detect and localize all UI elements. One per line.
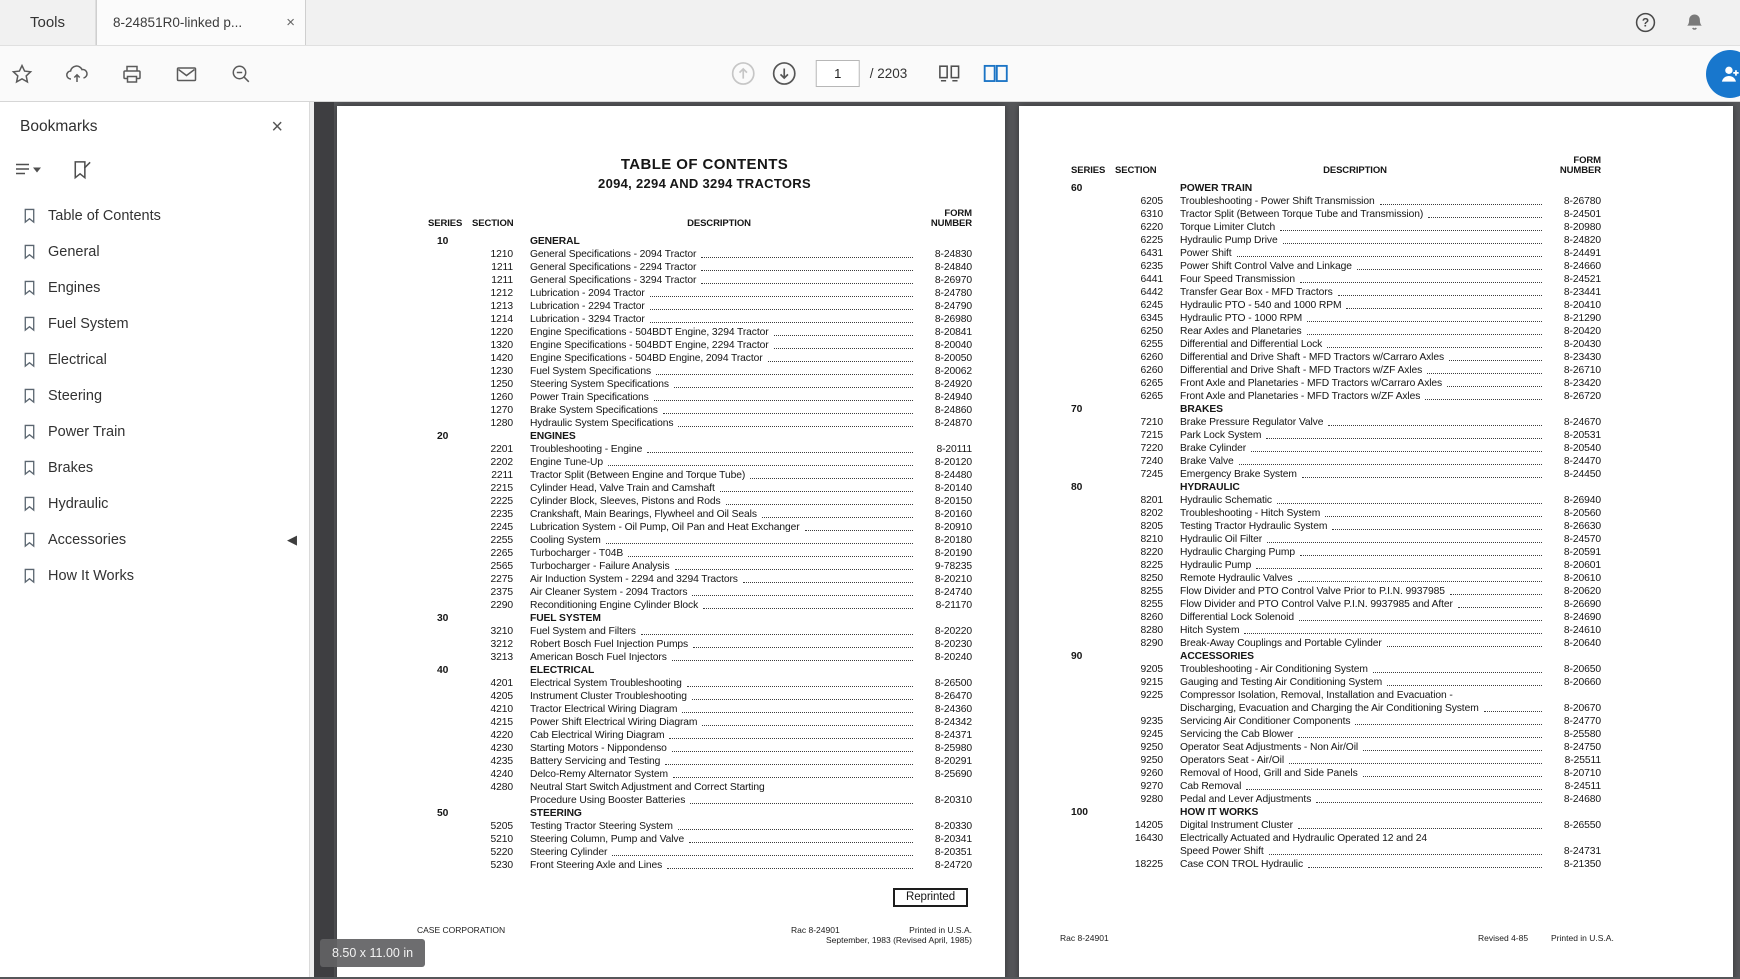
toc-row: 5210 Steering Column, Pump and Valve 8-20341 (490, 834, 972, 845)
toc-row: 2235 Crankshaft, Main Bearings, Flywheel and Oil Seals 8-20160 (490, 509, 972, 520)
toc-row: 7215 Park Lock System 8-20531 (1140, 430, 1601, 441)
toc-row: 7210 Brake Pressure Regulator Valve 8-24670 (1140, 417, 1601, 428)
toc-row: 6260 Differential and Drive Shaft - MFD Tractors w/ZF Axles 8-26710 (1140, 365, 1601, 376)
toc-section-heading: 80 HYDRAULIC (1071, 482, 1240, 493)
toc-row: 4280 Neutral Start Switch Adjustment and Correct Starting (490, 782, 765, 793)
bookmark-label: Accessories (48, 532, 127, 548)
toc-row: 8210 Hydraulic Oil Filter 8-24570 (1140, 534, 1601, 545)
document-view (334, 102, 1740, 977)
bookmark-icon (22, 460, 37, 476)
toc-title: TABLE OF CONTENTS (620, 156, 789, 173)
bookmark-label: Hydraulic (48, 496, 109, 512)
toc-row: 2255 Cooling System 8-20180 (490, 535, 972, 546)
toc-row: 2201 Troubleshooting - Engine 8-20111 (490, 444, 972, 455)
toc-row: 6265 Front Axle and Planetaries - MFD Tractors w/ZF Axles 8-26720 (1140, 391, 1601, 402)
page-number-input[interactable] (816, 60, 860, 87)
toc-row: 6255 Differential and Differential Lock 8-20430 (1140, 339, 1601, 350)
toc-row: 4205 Instrument Cluster Troubleshooting 8-26470 (490, 691, 972, 702)
page-thumbnails-icon[interactable] (935, 61, 962, 87)
tab-tools[interactable] (0, 0, 96, 45)
window-tab-bar (0, 0, 1740, 46)
toc-title-block (337, 106, 1005, 191)
toc-row: 3210 Fuel System and Filters 8-20220 (490, 626, 972, 637)
toc-row: 6235 Power Shift Control Valve and Linkage 8-24660 (1140, 261, 1601, 272)
content-area (0, 102, 1740, 977)
toc-row: Discharging, Evacuation and Charging the Air Conditioning System 8-20670 (1180, 703, 1601, 714)
toc-row: 6441 Four Speed Transmission 8-24521 (1140, 274, 1601, 285)
toc-row: 2290 Reconditioning Engine Cylinder Block 8-21170 (490, 600, 972, 611)
bookmark-item-general[interactable] (0, 234, 309, 270)
bookmark-item-electrical[interactable] (0, 342, 309, 378)
toc-row: 7220 Brake Cylinder 8-20540 (1140, 443, 1601, 454)
footer-doc-number: Rac 8-24901 (791, 925, 840, 935)
pdf-page-1 (337, 106, 1005, 977)
toc-row: 6220 Torque Limiter Clutch 8-20980 (1140, 222, 1601, 233)
page-count-label: / 2203 (869, 66, 908, 81)
toc-row: 18225 Case CON TROL Hydraulic 8-21350 (1134, 859, 1601, 870)
toc-row: 1211 General Specifications - 3294 Tractor 8-26970 (491, 275, 972, 286)
toc-row: 5220 Steering Cylinder 8-20351 (490, 847, 972, 858)
toc-row: 6205 Troubleshooting - Power Shift Transmission 8-26780 (1140, 196, 1601, 207)
toc-subtitle: 2094, 2294 AND 3294 TRACTORS (598, 176, 811, 191)
bookmark-label: How It Works (48, 568, 134, 584)
toc-row: 16430 Electrically Actuated and Hydraulic Operated 12 and 24 (1134, 833, 1428, 844)
bookmark-item-hydraulic[interactable] (0, 486, 309, 522)
toc-row: 9270 Cab Removal 8-24511 (1140, 781, 1601, 792)
toc-row: 2211 Tractor Split (Between Engine and Torque Tube) 8-24480 (491, 470, 972, 481)
toc-section-heading: 100 HOW IT WORKS (1071, 807, 1259, 818)
toc-row: 2265 Turbocharger - T04B 8-20190 (490, 548, 972, 559)
share-button[interactable] (1706, 50, 1740, 98)
toc-row: 8260 Differential Lock Solenoid 8-24690 (1140, 612, 1601, 623)
cloud-upload-icon[interactable] (64, 62, 90, 86)
toc-row: 1420 Engine Specifications - 504BD Engine, 2094 Tractor 8-20050 (490, 353, 972, 364)
toc-section-heading: 10 GENERAL (437, 236, 580, 247)
bookmark-icon (22, 388, 37, 404)
toc-row: 1211 General Specifications - 2294 Tractor 8-24840 (491, 262, 972, 273)
marquee-zoom-icon[interactable] (229, 62, 253, 86)
toc-section-heading: 50 STEERING (437, 808, 582, 819)
toc-row: 6345 Hydraulic PTO - 1000 RPM 8-21290 (1140, 313, 1601, 324)
toc-row: 2245 Lubrication System - Oil Pump, Oil Pan and Heat Exchanger 8-20910 (490, 522, 972, 533)
svg-text:?: ? (1641, 15, 1650, 30)
toc-row: 9260 Removal of Hood, Grill and Side Panels 8-20710 (1140, 768, 1601, 779)
bookmark-icon (22, 496, 37, 512)
toc-row: 5205 Testing Tractor Steering System 8-20330 (490, 821, 972, 832)
bookmark-icon (22, 352, 37, 368)
bookmarks-panel (0, 102, 309, 977)
toc-row: 8205 Testing Tractor Hydraulic System 8-26630 (1140, 521, 1601, 532)
bookmark-icon (22, 568, 37, 584)
bookmark-label: Engines (48, 280, 101, 296)
toc-row: 2275 Air Induction System - 2294 and 3294 Tractors 8-20210 (490, 574, 972, 585)
toc-section-heading: 90 ACCESSORIES (1071, 651, 1254, 662)
toc-row: 9225 Compressor Isolation, Removal, Installation and Evacuation - (1140, 690, 1453, 701)
toc-row: 4201 Electrical System Troubleshooting 8-26500 (490, 678, 972, 689)
email-icon[interactable] (174, 62, 199, 86)
toc-row: 4240 Delco-Remy Alternator System 8-25690 (490, 769, 972, 780)
toc-row: 2375 Air Cleaner System - 2094 Tractors 8-24740 (490, 587, 972, 598)
toc-row: 4230 Starting Motors - Nippondenso 8-25980 (490, 743, 972, 754)
toc-row: Speed Power Shift 8-24731 (1180, 846, 1601, 857)
next-page-icon[interactable] (771, 60, 798, 87)
toc-row: 7240 Brake Valve 8-24470 (1140, 456, 1601, 467)
bookmark-item-accessories[interactable] (0, 522, 309, 558)
footer-company: CASE CORPORATION (417, 925, 506, 935)
bookmark-label: Brakes (48, 460, 94, 476)
toc-row: 4235 Battery Servicing and Testing 8-20291 (490, 756, 972, 767)
footer-printed: Printed in U.S.A. (1551, 933, 1614, 943)
toc-row: 9245 Servicing the Cab Blower 8-25580 (1140, 729, 1601, 740)
footer-revised: Revised 4-85 (1478, 933, 1529, 943)
toc-row: 8220 Hydraulic Charging Pump 8-20591 (1140, 547, 1601, 558)
toc-row: 8225 Hydraulic Pump 8-20601 (1140, 560, 1601, 571)
toc-row: 2225 Cylinder Block, Sleeves, Pistons and Rods 8-20150 (490, 496, 972, 507)
toc-row: 8280 Hitch System 8-24610 (1140, 625, 1601, 636)
new-bookmark-icon[interactable] (70, 158, 93, 182)
help-icon[interactable] (1634, 11, 1657, 34)
toc-column-headers: SERIES SECTION DESCRIPTION FORM NUMBER (428, 208, 972, 229)
toc-row: 1320 Engine Specifications - 504BDT Engine, 2294 Tractor 8-20040 (490, 340, 972, 351)
toc-row: 6260 Differential and Drive Shaft - MFD Tractors w/Carraro Axles 8-23430 (1140, 352, 1601, 363)
person-icon (1717, 61, 1740, 87)
bookmark-icon (22, 208, 37, 224)
toc-row: 1210 General Specifications - 2094 Tractor 8-24830 (490, 249, 972, 260)
bookmark-item-power-train[interactable] (0, 414, 309, 450)
bookmarks-close-icon[interactable]: × (271, 116, 283, 138)
reprinted-stamp: Reprinted (893, 888, 968, 907)
toc-row: 1213 Lubrication - 2294 Tractor 8-24790 (490, 301, 972, 312)
toc-row: 6310 Tractor Split (Between Torque Tube and Transmission) 8-24501 (1140, 209, 1601, 220)
toc-row: 8255 Flow Divider and PTO Control Valve P.I.N. 9937985 and After 8-26690 (1140, 599, 1601, 610)
toc-row: 6265 Front Axle and Planetaries - MFD Tractors w/Carraro Axles 8-23420 (1140, 378, 1601, 389)
bookmark-label: General (48, 244, 100, 260)
toc-row: 6245 Hydraulic PTO - 540 and 1000 RPM 8-20410 (1140, 300, 1601, 311)
toc-body-right (1071, 182, 1601, 871)
footer-print-info: Printed in U.S.A. September, 1983 (Revised April, 1985) (825, 925, 972, 945)
bell-icon[interactable] (1683, 11, 1706, 34)
bookmarks-panel-title: Bookmarks (20, 118, 98, 135)
tab-close-icon[interactable]: × (286, 14, 296, 31)
toc-row: 1230 Fuel System Specifications 8-20062 (490, 366, 972, 377)
toc-row: 1220 Engine Specifications - 504BDT Engine, 3294 Tractor 8-20841 (490, 327, 972, 338)
toc-row: 3212 Robert Bosch Fuel Injection Pumps 8-20230 (490, 639, 972, 650)
two-page-view-icon[interactable] (980, 61, 1010, 87)
toc-row: 8202 Troubleshooting - Hitch System 8-20560 (1140, 508, 1601, 519)
bookmark-item-how-it-works[interactable] (0, 558, 309, 594)
toc-body-left (437, 235, 972, 872)
bookmark-label: Table of Contents (48, 208, 161, 224)
toc-row: 8255 Flow Divider and PTO Control Valve Prior to P.I.N. 9937985 8-20620 (1140, 586, 1601, 597)
toc-row: 1250 Steering System Specifications 8-24920 (490, 379, 972, 390)
toc-row: 8250 Remote Hydraulic Valves 8-20610 (1140, 573, 1601, 584)
bookmark-label: Power Train (48, 424, 126, 440)
toc-section-heading: 30 FUEL SYSTEM (437, 613, 601, 624)
toc-row: 9215 Gauging and Testing Air Conditioning System 8-20660 (1140, 677, 1601, 688)
bookmark-label: Fuel System (48, 316, 129, 332)
bookmark-icon (22, 424, 37, 440)
toc-section-heading: 70 BRAKES (1071, 404, 1223, 415)
toc-row: 9235 Servicing Air Conditioner Components 8-24770 (1140, 716, 1601, 727)
toc-row: 9280 Pedal and Lever Adjustments 8-24680 (1140, 794, 1601, 805)
toc-row: 4210 Tractor Electrical Wiring Diagram 8-24360 (490, 704, 972, 715)
bookmark-item-table-of-contents[interactable] (0, 198, 309, 234)
bookmarks-list (0, 198, 309, 594)
toc-section-heading: 60 POWER TRAIN (1071, 183, 1253, 194)
toc-row: 5230 Front Steering Axle and Lines 8-24720 (490, 860, 972, 871)
bookmark-item-brakes[interactable] (0, 450, 309, 486)
tab-document-label: 8-24851R0-linked p... (113, 15, 243, 30)
toc-row: 1280 Hydraulic System Specifications 8-24870 (490, 418, 972, 429)
bookmark-label: Electrical (48, 352, 107, 368)
main-toolbar (0, 46, 1740, 102)
toc-row: 1260 Power Train Specifications 8-24940 (490, 392, 972, 403)
bookmark-icon (22, 532, 37, 548)
toc-row: 2565 Turbocharger - Failure Analysis 9-78235 (490, 561, 972, 572)
page-size-badge: 8.50 x 11.00 in (320, 939, 425, 967)
toc-row: 6225 Hydraulic Pump Drive 8-24820 (1140, 235, 1601, 246)
toc-row: 7245 Emergency Brake System 8-24450 (1140, 469, 1601, 480)
bookmark-icon (22, 244, 37, 260)
toc-row: 8290 Break-Away Couplings and Portable Cylinder 8-20640 (1140, 638, 1601, 649)
print-icon[interactable] (120, 62, 144, 86)
toc-row: 6431 Power Shift 8-24491 (1140, 248, 1601, 259)
collapse-panel-button[interactable]: ◀ (287, 531, 297, 547)
bookmark-item-engines[interactable] (0, 270, 309, 306)
tab-tools-label: Tools (30, 14, 66, 31)
bookmark-item-fuel-system[interactable] (0, 306, 309, 342)
bookmark-icon (22, 316, 37, 332)
toc-column-headers: SERIES SECTION DESCRIPTION FORM NUMBER (1071, 155, 1601, 176)
bookmark-item-steering[interactable] (0, 378, 309, 414)
toc-row: 1212 Lubrication - 2094 Tractor 8-24780 (490, 288, 972, 299)
bookmark-label: Steering (48, 388, 103, 404)
toc-row: 8201 Hydraulic Schematic 8-26940 (1140, 495, 1601, 506)
toc-row: 1270 Brake System Specifications 8-24860 (490, 405, 972, 416)
toc-row: 4220 Cab Electrical Wiring Diagram 8-24371 (490, 730, 972, 741)
toc-row: 3213 American Bosch Fuel Injectors 8-20240 (490, 652, 972, 663)
star-favorites-icon[interactable] (10, 62, 34, 86)
toc-row: 1214 Lubrication - 3294 Tractor 8-26980 (490, 314, 972, 325)
toc-row: 2215 Cylinder Head, Valve Train and Camshaft 8-20140 (490, 483, 972, 494)
toc-row: 6442 Transfer Gear Box - MFD Tractors 8-23441 (1140, 287, 1601, 298)
toc-row: 6250 Rear Axles and Planetaries 8-20420 (1140, 326, 1601, 337)
toc-row: 14205 Digital Instrument Cluster 8-26550 (1134, 820, 1601, 831)
toc-section-heading: 40 ELECTRICAL (437, 665, 595, 676)
footer-doc-number: Rac 8-24901 (1060, 933, 1109, 943)
toc-row: 4215 Power Shift Electrical Wiring Diagram 8-24342 (490, 717, 972, 728)
toc-section-heading: 20 ENGINES (437, 431, 576, 442)
toc-row: 9250 Operators Seat - Air/Oil 8-25511 (1140, 755, 1601, 766)
toc-row: 2202 Engine Tune-Up 8-20120 (490, 457, 972, 468)
toc-row: 9250 Operator Seat Adjustments - Non Air/Oil 8-24750 (1140, 742, 1601, 753)
toc-row: Procedure Using Booster Batteries 8-20310 (530, 795, 972, 806)
panel-shadow-strip (314, 102, 334, 977)
pdf-page-2 (1019, 106, 1733, 977)
bookmarks-options-icon[interactable] (12, 158, 44, 182)
toc-row: 9205 Troubleshooting - Air Conditioning System 8-20650 (1140, 664, 1601, 675)
previous-page-icon[interactable] (730, 60, 757, 87)
tab-document[interactable] (96, 0, 306, 45)
bookmark-icon (22, 280, 37, 296)
